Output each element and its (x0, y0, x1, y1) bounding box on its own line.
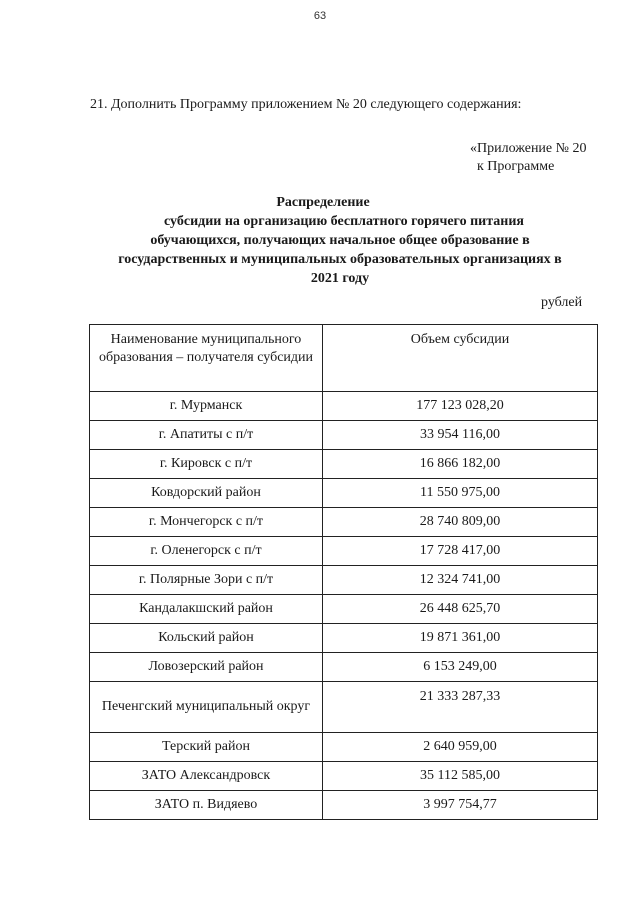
header-amount: Объем субсидии (323, 325, 598, 392)
unit-label: рублей (541, 295, 583, 310)
cell-municipality: г. Кировск с п/т (90, 450, 323, 479)
page-number: 63 (313, 10, 327, 22)
table-row (90, 508, 598, 537)
cell-municipality: г. Апатиты с п/т (90, 421, 323, 450)
cell-municipality: Кольский район (90, 624, 323, 653)
cell-municipality: г. Полярные Зори с п/т (90, 566, 323, 595)
cell-municipality: ЗАТО Александровск (90, 762, 323, 791)
cell-municipality: г. Мончегорск с п/т (90, 508, 323, 537)
title-line-5: 2021 году (310, 271, 370, 286)
cell-municipality: Кандалакшский район (90, 595, 323, 624)
table-row (90, 479, 598, 508)
title-line-1: Распределение (276, 195, 370, 210)
header-name: Наименование муниципального образования – получателя субсидии (90, 325, 323, 392)
table-row (90, 624, 598, 653)
cell-amount: 35 112 585,00 (323, 762, 598, 791)
table-row (90, 566, 598, 595)
table-body (90, 392, 598, 820)
cell-amount: 28 740 809,00 (323, 508, 598, 537)
appendix-reference (470, 140, 587, 176)
title-line-4: государственных и муниципальных образовательных организациях в (118, 252, 562, 267)
document-title (80, 193, 600, 288)
cell-municipality: Печенгский муниципальный округ (90, 682, 323, 733)
item-text: 21. Дополнить Программу приложением № 20 следующего содержания: (90, 97, 522, 112)
table-header-row (90, 325, 598, 392)
title-line-3: обучающихся, получающих начальное общее образование в (150, 233, 530, 248)
cell-municipality: Ковдорский район (90, 479, 323, 508)
cell-municipality: г. Мурманск (90, 392, 323, 421)
table-row (90, 392, 598, 421)
table-row (90, 733, 598, 762)
cell-amount: 26 448 625,70 (323, 595, 598, 624)
cell-amount: 177 123 028,20 (323, 392, 598, 421)
table-row (90, 595, 598, 624)
cell-amount: 6 153 249,00 (323, 653, 598, 682)
table-row (90, 421, 598, 450)
table-row (90, 450, 598, 479)
cell-amount: 3 997 754,77 (323, 791, 598, 820)
cell-municipality: Терский район (90, 733, 323, 762)
cell-amount: 21 333 287,33 (323, 682, 598, 733)
cell-municipality: ЗАТО п. Видяево (90, 791, 323, 820)
cell-municipality: г. Оленегорск с п/т (90, 537, 323, 566)
appendix-ref-line-1: «Приложение № 20 (470, 141, 587, 156)
cell-amount: 19 871 361,00 (323, 624, 598, 653)
appendix-ref-line-2: к Программе (477, 159, 555, 174)
cell-amount: 33 954 116,00 (323, 421, 598, 450)
table-row (90, 653, 598, 682)
title-line-2: субсидии на организацию бесплатного горячего питания (164, 214, 524, 229)
cell-amount: 11 550 975,00 (323, 479, 598, 508)
cell-amount: 12 324 741,00 (323, 566, 598, 595)
subsidy-table (89, 324, 598, 820)
table-row (90, 791, 598, 820)
cell-amount: 16 866 182,00 (323, 450, 598, 479)
table-row (90, 682, 598, 733)
cell-amount: 2 640 959,00 (323, 733, 598, 762)
cell-municipality: Ловозерский район (90, 653, 323, 682)
cell-amount: 17 728 417,00 (323, 537, 598, 566)
table-row (90, 537, 598, 566)
table-row (90, 762, 598, 791)
